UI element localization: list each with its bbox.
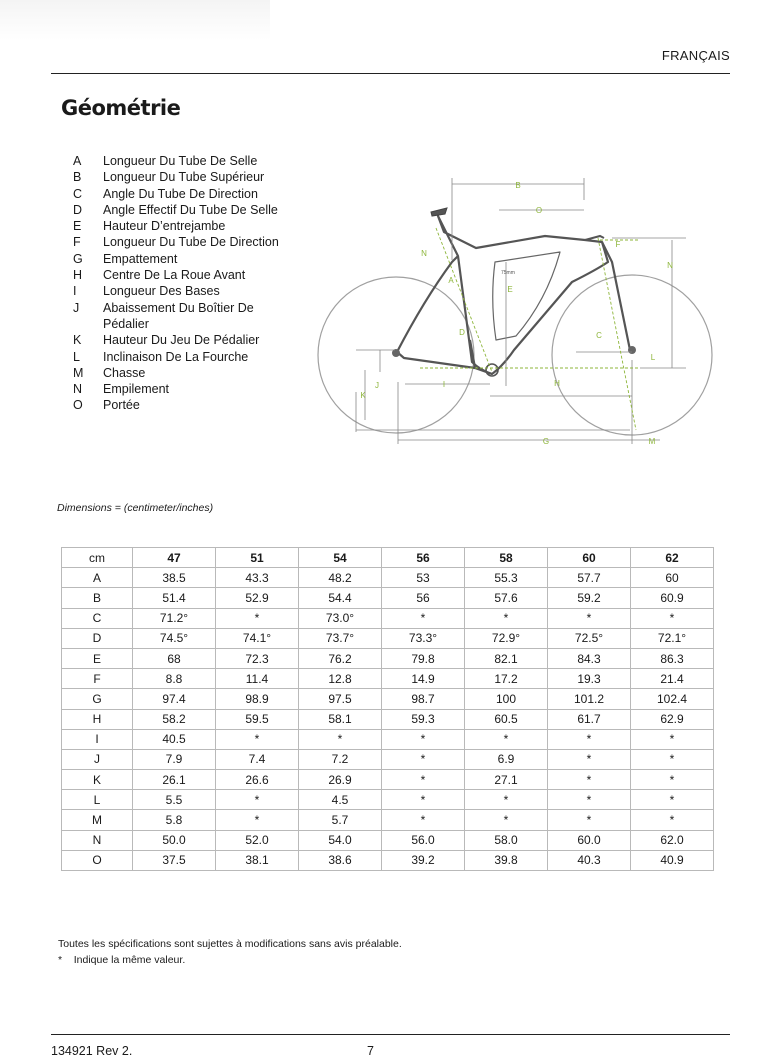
value-cell: *	[216, 608, 299, 628]
bike-geometry-diagram	[312, 172, 722, 452]
value-cell: *	[382, 729, 465, 749]
value-cell: 40.5	[133, 729, 216, 749]
table-row	[62, 770, 714, 790]
value-cell: 5.5	[133, 790, 216, 810]
svg-text:L: L	[650, 353, 656, 362]
legend-item: J Abaissement Du Boîtier De Pédalier	[73, 300, 254, 331]
value-cell: 54.4	[299, 588, 382, 608]
value-cell: 39.8	[465, 850, 548, 870]
diagram-callout: 75mm	[501, 270, 515, 276]
legend-item: A Longueur Du Tube De Selle	[73, 154, 258, 168]
table-header-row	[62, 548, 714, 568]
value-cell: 86.3	[631, 648, 714, 668]
value-cell: 76.2	[299, 648, 382, 668]
value-cell: 68	[133, 648, 216, 668]
row-label-cell: M	[62, 810, 133, 830]
svg-text:O: O	[535, 206, 543, 215]
table-row	[62, 689, 714, 709]
value-cell: 72.5°	[548, 628, 631, 648]
table-row	[62, 588, 714, 608]
svg-text:D: D	[459, 328, 465, 337]
row-label-cell: I	[62, 729, 133, 749]
value-cell: *	[465, 790, 548, 810]
table-row	[62, 810, 714, 830]
value-cell: 26.9	[299, 770, 382, 790]
table-row	[62, 830, 714, 850]
svg-text:C: C	[596, 331, 602, 340]
value-cell: *	[631, 608, 714, 628]
value-cell: 26.6	[216, 770, 299, 790]
value-cell: *	[382, 749, 465, 769]
value-cell: 97.4	[133, 689, 216, 709]
value-cell: *	[631, 749, 714, 769]
value-cell: *	[548, 810, 631, 830]
value-cell: *	[382, 608, 465, 628]
value-cell: 102.4	[631, 689, 714, 709]
header-cell: 58	[465, 548, 548, 568]
value-cell: 6.9	[465, 749, 548, 769]
value-cell: 50.0	[133, 830, 216, 850]
value-cell: 58.1	[299, 709, 382, 729]
header-cell: 56	[382, 548, 465, 568]
value-cell: *	[548, 608, 631, 628]
legend-item: F Longueur Du Tube De Direction	[73, 235, 279, 250]
value-cell: *	[465, 608, 548, 628]
value-cell: 60.0	[548, 830, 631, 850]
svg-text:B: B	[515, 181, 521, 190]
table-row	[62, 669, 714, 689]
row-label-cell: O	[62, 850, 133, 870]
value-cell: 100	[465, 689, 548, 709]
svg-text:N: N	[667, 261, 673, 270]
value-cell: *	[299, 729, 382, 749]
value-cell: 57.6	[465, 588, 548, 608]
value-cell: 84.3	[548, 648, 631, 668]
value-cell: 59.3	[382, 709, 465, 729]
svg-text:E: E	[507, 285, 513, 294]
table-row	[62, 709, 714, 729]
legend-item: D Angle Effectif Du Tube De Selle	[73, 202, 278, 217]
value-cell: 74.5°	[133, 628, 216, 648]
value-cell: 72.3	[216, 648, 299, 668]
value-cell: 73.7°	[299, 628, 382, 648]
row-label-cell: K	[62, 770, 133, 790]
value-cell: 74.1°	[216, 628, 299, 648]
value-cell: *	[548, 749, 631, 769]
header-cell: 62	[631, 548, 714, 568]
value-cell: 38.5	[133, 568, 216, 588]
row-label-cell: A	[62, 568, 133, 588]
value-cell: 71.2°	[133, 608, 216, 628]
value-cell: *	[631, 770, 714, 790]
value-cell: *	[548, 729, 631, 749]
svg-text:N: N	[421, 249, 427, 258]
value-cell: 39.2	[382, 850, 465, 870]
row-label-cell: E	[62, 648, 133, 668]
value-cell: *	[382, 770, 465, 790]
value-cell: 59.5	[216, 709, 299, 729]
value-cell: *	[631, 729, 714, 749]
legend-item: B Longueur Du Tube Supérieur	[73, 170, 265, 185]
value-cell: *	[631, 790, 714, 810]
row-label-cell: J	[62, 749, 133, 769]
svg-text:G: G	[542, 437, 550, 446]
header-cell: 47	[133, 548, 216, 568]
value-cell: 58.2	[133, 709, 216, 729]
legend-item: I Longueur Des Bases	[73, 284, 220, 299]
asterisk-note: * Indique la même valeur.	[58, 954, 186, 966]
header-cell: cm	[62, 548, 133, 568]
legend-item: L Inclinaison De La Fourche	[73, 349, 249, 364]
row-label-cell: G	[62, 689, 133, 709]
bike-frame	[397, 216, 630, 374]
value-cell: 72.1°	[631, 628, 714, 648]
value-cell: 55.3	[465, 568, 548, 588]
value-cell: 40.9	[631, 850, 714, 870]
value-cell: *	[548, 770, 631, 790]
value-cell: 52.9	[216, 588, 299, 608]
svg-text:H: H	[554, 379, 560, 388]
svg-text:I: I	[442, 380, 446, 389]
geometry-table	[61, 547, 714, 871]
geometry-legend	[73, 153, 293, 414]
value-cell: 59.2	[548, 588, 631, 608]
value-cell: 82.1	[465, 648, 548, 668]
value-cell: *	[382, 810, 465, 830]
value-cell: 8.8	[133, 669, 216, 689]
value-cell: *	[216, 810, 299, 830]
value-cell: 48.2	[299, 568, 382, 588]
dimensions-note: Dimensions = (centimeter/inches)	[57, 502, 214, 514]
value-cell: 79.8	[382, 648, 465, 668]
value-cell: 26.1	[133, 770, 216, 790]
value-cell: 98.9	[216, 689, 299, 709]
value-cell: 7.2	[299, 749, 382, 769]
header-cell: 51	[216, 548, 299, 568]
value-cell: 52.0	[216, 830, 299, 850]
value-cell: 37.5	[133, 850, 216, 870]
value-cell: 60.5	[465, 709, 548, 729]
value-cell: 60	[631, 568, 714, 588]
value-cell: 56.0	[382, 830, 465, 850]
row-label-cell: L	[62, 790, 133, 810]
value-cell: 7.4	[216, 749, 299, 769]
table-row	[62, 648, 714, 668]
stem	[585, 236, 604, 240]
value-cell: 98.7	[382, 689, 465, 709]
value-cell: 73.0°	[299, 608, 382, 628]
value-cell: 38.1	[216, 850, 299, 870]
table-row	[62, 729, 714, 749]
value-cell: *	[382, 790, 465, 810]
diagram-letters	[360, 181, 673, 446]
front-hub	[628, 346, 636, 354]
value-cell: 72.9°	[465, 628, 548, 648]
value-cell: *	[631, 810, 714, 830]
table-row	[62, 608, 714, 628]
value-cell: *	[548, 790, 631, 810]
language-label: FRANÇAIS	[661, 48, 730, 63]
table-row	[62, 790, 714, 810]
row-label-cell: N	[62, 830, 133, 850]
value-cell: 11.4	[216, 669, 299, 689]
value-cell: *	[216, 729, 299, 749]
table-row	[62, 568, 714, 588]
row-label-cell: D	[62, 628, 133, 648]
legend-item: H Centre De La Roue Avant	[73, 268, 246, 283]
value-cell: 62.9	[631, 709, 714, 729]
value-cell: 62.0	[631, 830, 714, 850]
svg-text:K: K	[360, 391, 366, 400]
value-cell: 43.3	[216, 568, 299, 588]
legend-item: N Empilement	[73, 382, 169, 397]
page-title: Géométrie	[61, 96, 181, 120]
value-cell: 56	[382, 588, 465, 608]
legend-item: M Chasse	[73, 365, 146, 380]
row-label-cell: H	[62, 709, 133, 729]
header-divider	[51, 73, 730, 74]
value-cell: 58.0	[465, 830, 548, 850]
table-row	[62, 850, 714, 870]
value-cell: 53	[382, 568, 465, 588]
svg-text:A: A	[448, 276, 454, 285]
table-row	[62, 628, 714, 648]
footer-divider	[51, 1034, 730, 1035]
legend-item: O Portée	[73, 398, 140, 413]
value-cell: *	[465, 810, 548, 830]
legend-item: E Hauteur D’entrejambe	[73, 219, 226, 234]
dimension-lines	[356, 178, 686, 444]
table-row	[62, 749, 714, 769]
value-cell: 4.5	[299, 790, 382, 810]
value-cell: 97.5	[299, 689, 382, 709]
value-cell: 5.7	[299, 810, 382, 830]
value-cell: 19.3	[548, 669, 631, 689]
page-number: 7	[367, 1044, 374, 1058]
value-cell: 40.3	[548, 850, 631, 870]
value-cell: *	[465, 729, 548, 749]
disclaimer-note: Toutes les spécifications sont sujettes à modifications sans avis préalable.	[58, 938, 402, 950]
scan-shadow	[0, 0, 270, 40]
legend-item: C Angle Du Tube De Direction	[73, 186, 258, 201]
document-id: 134921 Rev 2.	[51, 1044, 133, 1058]
value-cell: 5.8	[133, 810, 216, 830]
value-cell: 101.2	[548, 689, 631, 709]
value-cell: 73.3°	[382, 628, 465, 648]
value-cell: 54.0	[299, 830, 382, 850]
row-label-cell: F	[62, 669, 133, 689]
svg-text:M: M	[648, 437, 656, 446]
row-label-cell: C	[62, 608, 133, 628]
value-cell: 57.7	[548, 568, 631, 588]
value-cell: 51.4	[133, 588, 216, 608]
value-cell: 14.9	[382, 669, 465, 689]
value-cell: 38.6	[299, 850, 382, 870]
svg-text:J: J	[375, 381, 379, 390]
saddle	[431, 208, 447, 216]
svg-text:F: F	[615, 240, 621, 249]
value-cell: 27.1	[465, 770, 548, 790]
legend-item: G Empattement	[73, 251, 178, 266]
value-cell: 61.7	[548, 709, 631, 729]
value-cell: 7.9	[133, 749, 216, 769]
value-cell: 60.9	[631, 588, 714, 608]
row-label-cell: B	[62, 588, 133, 608]
legend-item: K Hauteur Du Jeu De Pédalier	[73, 333, 260, 348]
header-cell: 60	[548, 548, 631, 568]
value-cell: 12.8	[299, 669, 382, 689]
header-cell: 54	[299, 548, 382, 568]
value-cell: *	[216, 790, 299, 810]
value-cell: 17.2	[465, 669, 548, 689]
value-cell: 21.4	[631, 669, 714, 689]
